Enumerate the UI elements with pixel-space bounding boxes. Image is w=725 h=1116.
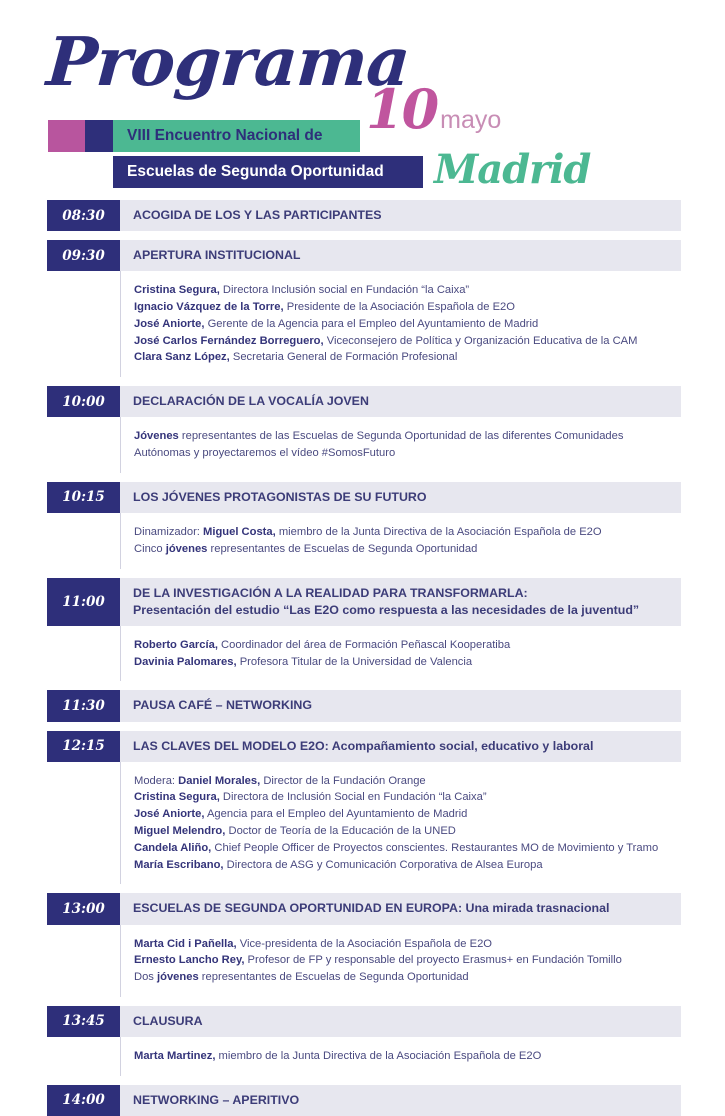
speaker-role: representantes de Escuelas de Segunda Oportunidad (198, 971, 469, 984)
speaker-name: Cristina Segura, (134, 284, 220, 297)
speaker-name: Miguel Costa, (203, 526, 276, 539)
speaker-role: Coordinador del área de Formación Peñascal Kooperatiba (217, 638, 511, 651)
page-title: Programa (44, 22, 412, 101)
schedule-block-header (47, 690, 681, 721)
speaker-list (120, 925, 681, 997)
schedule-block (47, 482, 681, 569)
body-gutter (47, 626, 120, 682)
schedule-block-header (47, 1006, 681, 1037)
session-title (120, 1006, 681, 1037)
speaker-role: Presidente de la Asociación Española de E2O (283, 301, 515, 314)
speaker-name: José Aniorte, (134, 808, 205, 821)
schedule-block-body (47, 1037, 681, 1076)
speaker-role: Vice-presidenta de la Asociación Española de E2O (236, 937, 492, 950)
event-date (366, 77, 502, 141)
schedule-list (47, 200, 681, 1116)
speaker-name: Roberto García, (134, 638, 218, 651)
speaker-line (134, 773, 671, 790)
speaker-line (134, 952, 671, 969)
speaker-line (134, 840, 671, 857)
schedule-block-body (47, 271, 681, 377)
event-name-label: Escuelas de Segunda Oportunidad (127, 163, 384, 180)
schedule-block-body (47, 925, 681, 997)
speaker-role-prefix: Dinamizador: (134, 526, 204, 539)
speaker-name: Candela Aliño, (134, 841, 212, 854)
speaker-role: miembro de la Junta Directiva de la Asociación Española de E2O (275, 526, 602, 539)
session-title-line: APERTURA INSTITUCIONAL (133, 248, 301, 263)
speaker-name: Marta Martinez, (134, 1050, 216, 1063)
body-gutter (47, 513, 120, 569)
event-edition-band (113, 120, 360, 152)
speaker-list (120, 626, 681, 682)
schedule-block-header (47, 1085, 681, 1116)
schedule-block-header (47, 386, 681, 417)
time-badge: 09:30 (47, 240, 120, 271)
schedule-block-body (47, 762, 681, 885)
speaker-line (134, 541, 671, 558)
speaker-name: Clara Sanz López, (134, 351, 230, 364)
speaker-name: María Escribano, (134, 858, 224, 871)
time-badge: 11:30 (47, 690, 120, 721)
speaker-line (134, 299, 671, 316)
speaker-role: Viceconsejero de Política y Organización Educativa de la CAM (323, 334, 638, 347)
event-month-label: mayo (440, 106, 502, 134)
speaker-name: jóvenes (157, 971, 199, 984)
schedule-block-body (47, 626, 681, 682)
speaker-role: Doctor de Teoría de la Educación de la UNED (225, 825, 456, 838)
speaker-name: Ernesto Lancho Rey, (134, 954, 245, 967)
schedule-block (47, 893, 681, 997)
body-gutter (47, 417, 120, 473)
speaker-role: Chief People Officer de Proyectos conscientes. Restaurantes MO de Movimiento y Tramo (211, 841, 659, 854)
session-title-line: ESCUELAS DE SEGUNDA OPORTUNIDAD EN EUROPA: Una mirada trasnacional (133, 901, 610, 916)
event-edition-label: VIII Encuentro Nacional de (127, 127, 323, 144)
speaker-name: Davinia Palomares, (134, 655, 237, 668)
speaker-list (120, 271, 681, 377)
speaker-role: Directora Inclusión social en Fundación “la Caixa” (219, 284, 470, 297)
speaker-name: Miguel Melendro, (134, 825, 226, 838)
event-city: Madrid (434, 146, 591, 193)
session-title (120, 200, 681, 231)
session-title (120, 578, 681, 626)
speaker-line (134, 789, 671, 806)
session-title (120, 482, 681, 513)
speaker-line (134, 316, 671, 333)
speaker-name: Cristina Segura, (134, 791, 220, 804)
speaker-line (134, 857, 671, 874)
session-title (120, 893, 681, 924)
event-day-number: 10 (366, 77, 438, 141)
speaker-list (120, 513, 681, 569)
program-header (0, 0, 725, 200)
speaker-name: José Aniorte, (134, 317, 205, 330)
session-title-line: Presentación del estudio “Las E2O como respuesta a las necesidades de la juventud” (133, 602, 640, 617)
speaker-role-prefix: Modera: (134, 774, 179, 787)
speaker-name: Marta Cid i Pañella, (134, 937, 237, 950)
schedule-block (47, 386, 681, 473)
speaker-line (134, 969, 671, 986)
speaker-line (134, 333, 671, 350)
session-title-line: DECLARACIÓN DE LA VOCALÍA JOVEN (133, 394, 369, 409)
decorative-pink-block (48, 120, 85, 152)
time-badge: 14:00 (47, 1085, 120, 1116)
speaker-role: Agencia para el Empleo del Ayuntamiento de Madrid (204, 808, 468, 821)
speaker-line (134, 637, 671, 654)
body-gutter (47, 925, 120, 997)
speaker-role: Directora de ASG y Comunicación Corporativa de Alsea Europa (223, 858, 543, 871)
session-title-line: CLAUSURA (133, 1013, 203, 1028)
time-badge: 12:15 (47, 731, 120, 762)
speaker-line (134, 806, 671, 823)
time-badge: 10:00 (47, 386, 120, 417)
speaker-line (134, 936, 671, 953)
speaker-line (134, 524, 671, 541)
schedule-block-header (47, 482, 681, 513)
speaker-role: Directora de Inclusión Social en Fundación “la Caixa” (219, 791, 487, 804)
session-title (120, 386, 681, 417)
speaker-role: Secretaria General de Formación Profesional (229, 351, 458, 364)
schedule-block (47, 1006, 681, 1076)
time-badge: 13:45 (47, 1006, 120, 1037)
session-title-line: LOS JÓVENES PROTAGONISTAS DE SU FUTURO (133, 489, 427, 504)
schedule-block (47, 240, 681, 377)
speaker-role-prefix: Cinco (134, 542, 166, 555)
speaker-list (120, 417, 681, 473)
speaker-line (134, 654, 671, 671)
body-gutter (47, 1037, 120, 1076)
speaker-list (120, 1037, 681, 1076)
speaker-role: Profesor de FP y responsable del proyecto Erasmus+ en Fundación Tomillo (244, 954, 622, 967)
time-badge: 10:15 (47, 482, 120, 513)
speaker-role: representantes de las Escuelas de Segunda Oportunidad de las diferentes Comunidades Autónomas y proyectaremos el vídeo #SomosFuturo (134, 430, 624, 460)
speaker-line (134, 428, 671, 462)
speaker-name: jóvenes (165, 542, 208, 555)
schedule-block-header (47, 731, 681, 762)
schedule-block-header (47, 893, 681, 924)
speaker-name: Daniel Morales, (178, 774, 261, 787)
speaker-name: Jóvenes (134, 430, 179, 443)
schedule-block-header (47, 578, 681, 626)
session-title (120, 731, 681, 762)
decorative-navy-block (85, 120, 113, 152)
session-title-line: ACOGIDA DE LOS Y LAS PARTICIPANTES (133, 208, 382, 222)
session-title (120, 1085, 681, 1116)
event-name-band (113, 156, 423, 188)
session-title-line: DE LA INVESTIGACIÓN A LA REALIDAD PARA TRANSFORMARLA: (133, 585, 528, 600)
speaker-role: Profesora Titular de la Universidad de Valencia (236, 655, 473, 668)
body-gutter (47, 271, 120, 377)
speaker-line (134, 349, 671, 366)
speaker-line (134, 282, 671, 299)
time-badge: 13:00 (47, 893, 120, 924)
speaker-role: Director de la Fundación Orange (260, 774, 426, 787)
schedule-block-body (47, 513, 681, 569)
schedule-block-header (47, 200, 681, 231)
speaker-name: Ignacio Vázquez de la Torre, (134, 301, 284, 314)
speaker-role: representantes de Escuelas de Segunda Oportunidad (207, 542, 478, 555)
session-title-line: NETWORKING – APERITIVO (133, 1092, 300, 1107)
schedule-block-header (47, 240, 681, 271)
time-badge: 08:30 (47, 200, 120, 231)
schedule-block (47, 1085, 681, 1116)
speaker-role-prefix: Dos (134, 971, 158, 984)
session-title (120, 690, 681, 721)
speaker-name: José Carlos Fernández Borreguero, (134, 334, 324, 347)
speaker-list (120, 762, 681, 885)
schedule-block (47, 731, 681, 885)
session-title-line: LAS CLAVES DEL MODELO E2O: Acompañamiento social, educativo y laboral (133, 738, 594, 753)
session-title-line: PAUSA CAFÉ – NETWORKING (133, 698, 312, 713)
session-title (120, 240, 681, 271)
speaker-line (134, 823, 671, 840)
speaker-role: Gerente de la Agencia para el Empleo del Ayuntamiento de Madrid (204, 317, 539, 330)
speaker-role: miembro de la Junta Directiva de la Asociación Española de E2O (215, 1050, 542, 1063)
time-badge: 11:00 (47, 578, 120, 626)
speaker-line (134, 1048, 671, 1065)
schedule-block (47, 200, 681, 231)
body-gutter (47, 762, 120, 885)
schedule-block (47, 578, 681, 682)
schedule-block-body (47, 417, 681, 473)
schedule-block (47, 690, 681, 721)
